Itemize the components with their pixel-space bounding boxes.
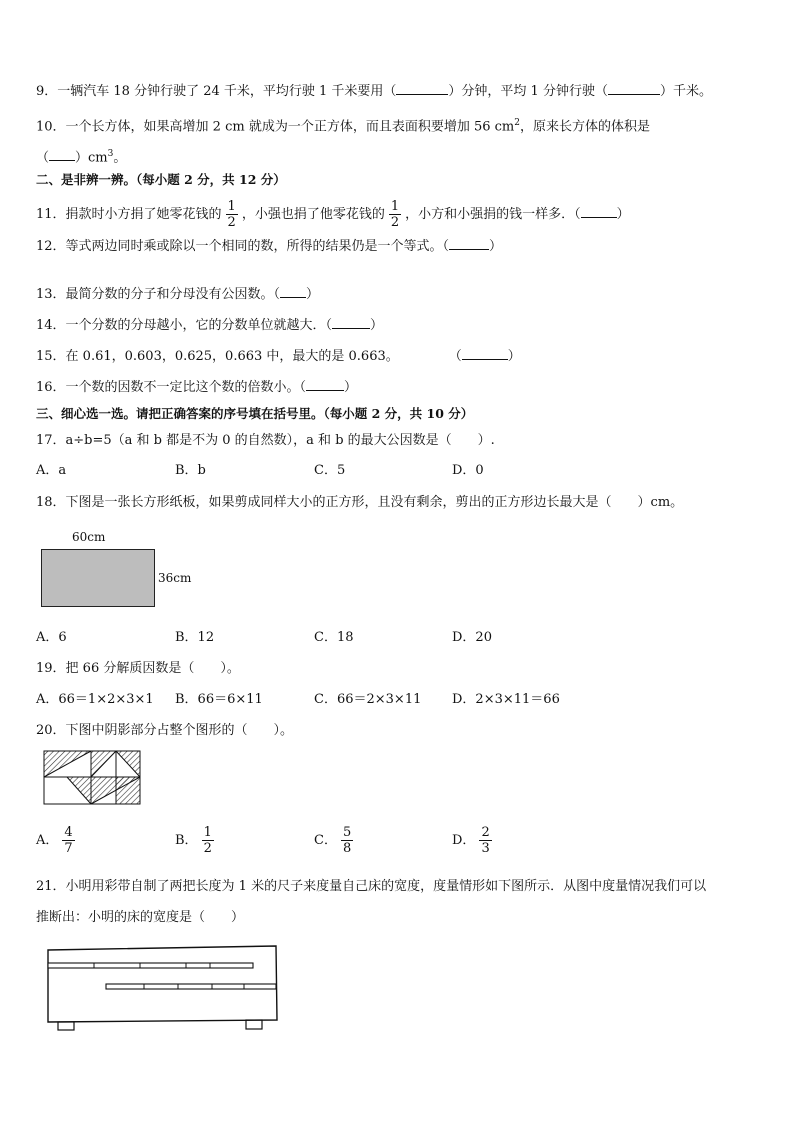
option-d[interactable]: D．0 — [452, 463, 484, 478]
bed-measurement-figure — [40, 942, 280, 1034]
answer-blank[interactable] — [306, 378, 344, 391]
question-15: 15．在 0.61，0.603，0.625，0.663 中，最大的是 0.663。 （ ） — [36, 349, 521, 364]
option-a[interactable]: A．66＝1×2×3×1 — [36, 692, 154, 707]
option-b[interactable]: B．66＝6×11 — [175, 692, 263, 707]
answer-blank[interactable] — [462, 347, 508, 360]
question-10-line-1: 10．一个长方体，如果高增加 2 cm 就成为一个正方体，而且表面积要增加 56 $cm^2$，原来长方体的体积是 — [36, 118, 650, 135]
answer-blank[interactable] — [280, 285, 306, 298]
option-b[interactable]: B．b — [175, 463, 206, 478]
answer-blank[interactable] — [581, 205, 617, 218]
option-c[interactable]: C．18 — [314, 630, 354, 645]
rectangle-width-label: 60cm — [72, 530, 106, 544]
option-c[interactable]: C．66＝2×3×11 — [314, 692, 422, 707]
fraction: $\frac{1}{2}$ — [390, 199, 400, 230]
section-3-heading: 三、细心选一选。请把正确答案的序号填在括号里。（每小题 2 分，共 10 分） — [36, 406, 474, 421]
rectangle-height-label: 36cm — [158, 571, 192, 585]
fraction: $\frac{1}{2}$ — [227, 199, 236, 230]
option-b[interactable]: B．12 — [175, 630, 215, 645]
option-d[interactable]: D．2×3×11＝66 — [452, 692, 560, 707]
answer-blank[interactable] — [396, 82, 448, 95]
question-9: 9．一辆汽车 18 分钟行驶了 24 千米，平均行驶 1 千米要用（ ）分钟，平均 1 分钟行驶（ ）千米。 — [36, 84, 712, 99]
question-16: 16．一个数的因数不一定比这个数的倍数小。（ ） — [36, 380, 358, 395]
option-b[interactable]: B． $\frac{1}{2}$ — [175, 825, 212, 856]
question-20: 20．下图中阴影部分占整个图形的（ ）。 — [36, 723, 294, 738]
cardboard-rectangle — [41, 549, 155, 607]
option-d[interactable]: D．20 — [452, 630, 492, 645]
option-c[interactable]: C． $\frac{5}{8}$ — [314, 825, 352, 856]
option-a[interactable]: A．a — [36, 463, 67, 478]
question-18: 18．下图是一张长方形纸板，如果剪成同样大小的正方形，且没有剩余，剪出的正方形边长最大是（ ）cm。 — [36, 495, 684, 510]
option-c[interactable]: C．5 — [314, 463, 346, 478]
question-13: 13．最简分数的分子和分母没有公因数。（ ） — [36, 287, 320, 302]
question-12: 12．等式两边同时乘或除以一个相同的数，所得的结果仍是一个等式。（ ） — [36, 239, 503, 254]
question-21-line-1: 21．小明用彩带自制了两把长度为 1 米的尺子来度量自己床的宽度，度量情形如下图所示．从图中度量情况我们可以 — [36, 879, 707, 894]
option-a[interactable]: A．6 — [36, 630, 67, 645]
question-21-line-2: 推断出：小明的床的宽度是（ ） — [36, 910, 245, 925]
answer-blank[interactable] — [449, 237, 489, 250]
option-d[interactable]: D． $\frac{2}{3}$ — [452, 825, 490, 856]
section-2-heading: 二、是非辨一辨。（每小题 2 分，共 12 分） — [36, 172, 286, 187]
answer-blank[interactable] — [332, 316, 370, 329]
question-14: 14．一个分数的分母越小，它的分数单位就越大．（ ） — [36, 318, 384, 333]
question-17: 17．a÷b=5（a 和 b 都是不为 0 的自然数），a 和 b 的最大公因数是（ ）. — [36, 433, 495, 448]
question-10-line-2: （ ）$cm^3$。 — [36, 149, 127, 166]
answer-blank[interactable] — [49, 148, 75, 161]
shaded-grid-figure — [43, 750, 141, 805]
question-19: 19．把 66 分解质因数是（ ）。 — [36, 661, 240, 676]
answer-blank[interactable] — [608, 82, 660, 95]
option-a[interactable]: A． $\frac{4}{7}$ — [36, 825, 73, 856]
question-11: 11．捐款时小方捐了她零花钱的 $\frac{1}{2}$ ，小强也捐了他零花钱的 $\frac{1}{2}$ ，小方和小强捐的钱一样多．（ ） — [36, 199, 630, 230]
